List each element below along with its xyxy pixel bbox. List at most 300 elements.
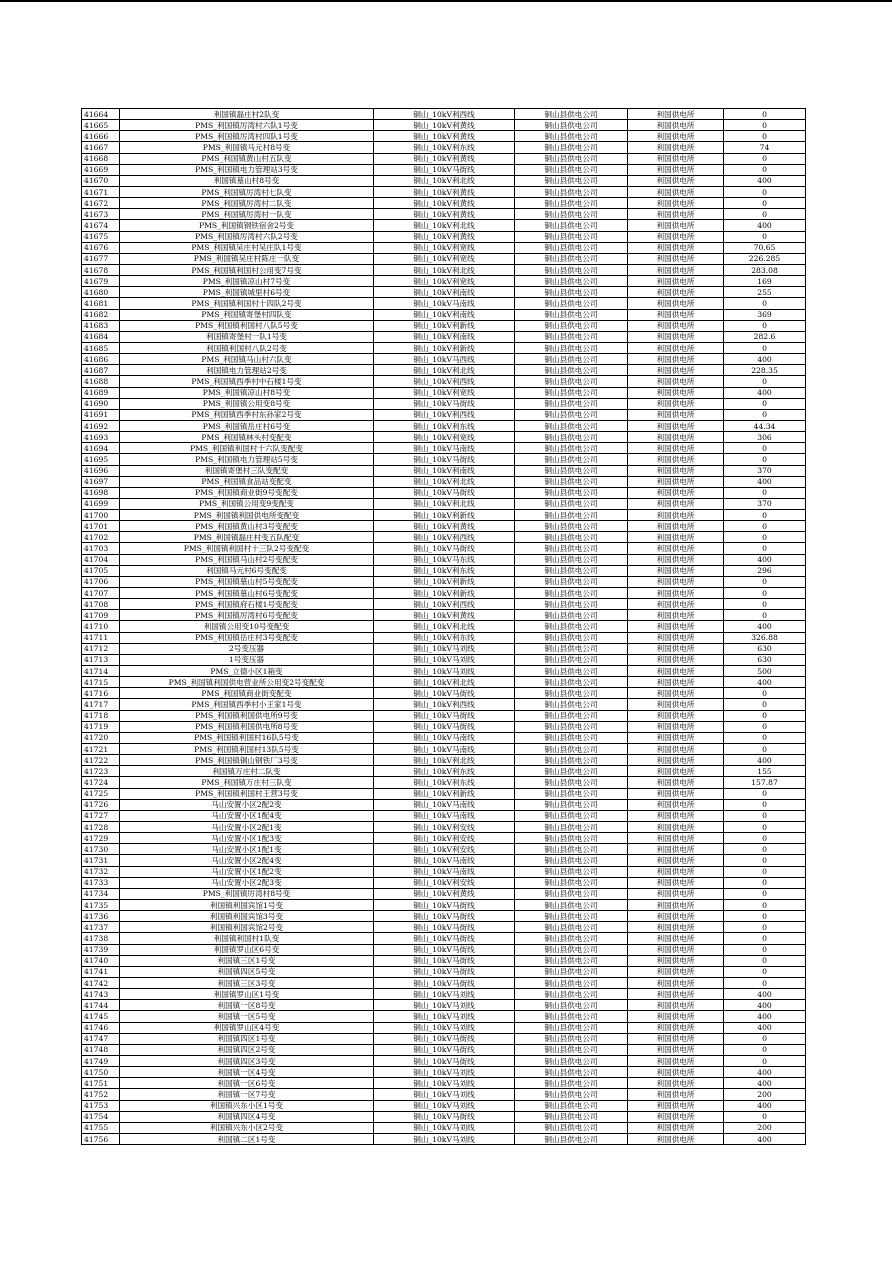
row-id-cell: 41739	[82, 944, 120, 955]
capacity-value-cell: 400	[724, 175, 806, 186]
company-cell: 铜山县供电公司	[515, 1122, 628, 1133]
row-id-cell: 41726	[82, 799, 120, 810]
feeder-line-cell: 铜山_10kV利南线	[374, 331, 515, 342]
station-cell: 利国供电所	[628, 1022, 724, 1033]
transformer-name-cell: 利国镇罗山区6号变	[120, 944, 374, 955]
table-row	[82, 710, 806, 721]
capacity-value-cell: 0	[724, 833, 806, 844]
table-row	[82, 309, 806, 320]
table-row	[82, 465, 806, 476]
table-row	[82, 1055, 806, 1066]
table-row	[82, 354, 806, 365]
table-row	[82, 454, 806, 465]
feeder-line-cell: 铜山_10kV利安线	[374, 833, 515, 844]
feeder-line-cell: 铜山_10kV利黄线	[374, 186, 515, 197]
company-cell: 铜山县供电公司	[515, 120, 628, 131]
row-id-cell: 41735	[82, 899, 120, 910]
company-cell: 铜山县供电公司	[515, 454, 628, 465]
row-id-cell: 41667	[82, 142, 120, 153]
company-cell: 铜山县供电公司	[515, 744, 628, 755]
transformer-name-cell: 利国镇一区7号变	[120, 1089, 374, 1100]
capacity-value-cell: 0	[724, 855, 806, 866]
table-row	[82, 1067, 806, 1078]
capacity-value-cell: 400	[724, 1100, 806, 1111]
transformer-name-cell: PMS_利国镇马山村2号变配变	[120, 554, 374, 565]
feeder-line-cell: 铜山_10kV马街线	[374, 454, 515, 465]
feeder-line-cell: 铜山_10kV马南线	[374, 855, 515, 866]
row-id-cell: 41745	[82, 1011, 120, 1022]
station-cell: 利国供电所	[628, 855, 724, 866]
company-cell: 铜山县供电公司	[515, 710, 628, 721]
feeder-line-cell: 铜山_10kV利黄线	[374, 209, 515, 220]
transformer-name-cell: PMS_利国镇商业街变配变	[120, 688, 374, 699]
station-cell: 利国供电所	[628, 510, 724, 521]
transformer-name-cell: 利国镇电力管理站2号变	[120, 365, 374, 376]
transformer-name-cell: PMS_立德小区1箱变	[120, 666, 374, 677]
table-row	[82, 933, 806, 944]
company-cell: 铜山县供电公司	[515, 588, 628, 599]
table-row	[82, 443, 806, 454]
feeder-line-cell: 铜山_10kV利新线	[374, 510, 515, 521]
capacity-value-cell: 0	[724, 899, 806, 910]
transformer-name-cell: PMS_利国镇马元村8号变	[120, 142, 374, 153]
row-id-cell: 41712	[82, 643, 120, 654]
transformer-name-cell: 利国镇寄堡村一队1号变	[120, 331, 374, 342]
capacity-value-cell: 0	[724, 744, 806, 755]
station-cell: 利国供电所	[628, 398, 724, 409]
table-row	[82, 810, 806, 821]
company-cell: 铜山县供电公司	[515, 420, 628, 431]
feeder-line-cell: 铜山_10kV马街线	[374, 977, 515, 988]
transformer-name-cell: 2号变压器	[120, 643, 374, 654]
feeder-line-cell: 铜山_10kV马刘线	[374, 1000, 515, 1011]
company-cell: 铜山县供电公司	[515, 855, 628, 866]
company-cell: 铜山县供电公司	[515, 654, 628, 665]
station-cell: 利国供电所	[628, 732, 724, 743]
table-row	[82, 1133, 806, 1144]
table-row	[82, 420, 806, 431]
capacity-value-cell: 0	[724, 131, 806, 142]
feeder-line-cell: 铜山_10kV利安线	[374, 844, 515, 855]
station-cell: 利国供电所	[628, 376, 724, 387]
transformer-name-cell: PMS_利国镇商业街9号变配变	[120, 487, 374, 498]
feeder-line-cell: 铜山_10kV马街线	[374, 933, 515, 944]
transformer-name-cell: 利国镇一区4号变	[120, 1067, 374, 1078]
row-id-cell: 41684	[82, 331, 120, 342]
feeder-line-cell: 铜山_10kV利西线	[374, 599, 515, 610]
station-cell: 利国供电所	[628, 822, 724, 833]
company-cell: 铜山县供电公司	[515, 264, 628, 275]
row-id-cell: 41700	[82, 510, 120, 521]
station-cell: 利国供电所	[628, 198, 724, 209]
company-cell: 铜山县供电公司	[515, 287, 628, 298]
table-row	[82, 398, 806, 409]
feeder-line-cell: 铜山_10kV马刘线	[374, 1011, 515, 1022]
feeder-line-cell: 铜山_10kV马西线	[374, 354, 515, 365]
transformer-name-cell: 马山安置小区1配2变	[120, 866, 374, 877]
row-id-cell: 41688	[82, 376, 120, 387]
station-cell: 利国供电所	[628, 888, 724, 899]
table-row	[82, 1011, 806, 1022]
station-cell: 利国供电所	[628, 521, 724, 532]
company-cell: 铜山县供电公司	[515, 242, 628, 253]
station-cell: 利国供电所	[628, 833, 724, 844]
company-cell: 铜山县供电公司	[515, 565, 628, 576]
feeder-line-cell: 铜山_10kV利宽线	[374, 276, 515, 287]
company-cell: 铜山县供电公司	[515, 1089, 628, 1100]
transformer-name-cell: PMS_利国镇西季村中石楼1号变	[120, 376, 374, 387]
row-id-cell: 41706	[82, 576, 120, 587]
capacity-value-cell: 400	[724, 1011, 806, 1022]
table-row	[82, 643, 806, 654]
row-id-cell: 41729	[82, 833, 120, 844]
company-cell: 铜山县供电公司	[515, 487, 628, 498]
transformer-name-cell: 马山安置小区1配1变	[120, 844, 374, 855]
transformer-name-cell: PMS_利国镇凉山村7号变	[120, 276, 374, 287]
table-row	[82, 989, 806, 1000]
company-cell: 铜山县供电公司	[515, 755, 628, 766]
table-row	[82, 1122, 806, 1133]
transformer-name-cell: PMS_利国镇利国村王营3号变	[120, 788, 374, 799]
company-cell: 铜山县供电公司	[515, 822, 628, 833]
table-row	[82, 164, 806, 175]
company-cell: 铜山县供电公司	[515, 331, 628, 342]
feeder-line-cell: 铜山_10kV利南线	[374, 465, 515, 476]
transformer-name-cell: 利国镇利国宾馆3号变	[120, 911, 374, 922]
station-cell: 利国供电所	[628, 1055, 724, 1066]
transformer-name-cell: PMS_利国镇利国供电所9号变	[120, 710, 374, 721]
table-row	[82, 186, 806, 197]
station-cell: 利国供电所	[628, 253, 724, 264]
feeder-line-cell: 铜山_10kV马街线	[374, 922, 515, 933]
feeder-line-cell: 铜山_10kV马街线	[374, 398, 515, 409]
station-cell: 利国供电所	[628, 877, 724, 888]
feeder-line-cell: 铜山_10kV利新线	[374, 588, 515, 599]
row-id-cell: 41709	[82, 610, 120, 621]
capacity-value-cell: 0	[724, 810, 806, 821]
capacity-value-cell: 0	[724, 209, 806, 220]
capacity-value-cell: 0	[724, 487, 806, 498]
station-cell: 利国供电所	[628, 911, 724, 922]
capacity-value-cell: 200	[724, 1122, 806, 1133]
company-cell: 铜山县供电公司	[515, 1011, 628, 1022]
station-cell: 利国供电所	[628, 1100, 724, 1111]
feeder-line-cell: 铜山_10kV马南线	[374, 866, 515, 877]
company-cell: 铜山县供电公司	[515, 599, 628, 610]
table-row	[82, 376, 806, 387]
row-id-cell: 41670	[82, 175, 120, 186]
station-cell: 利国供电所	[628, 654, 724, 665]
row-id-cell: 41754	[82, 1111, 120, 1122]
station-cell: 利国供电所	[628, 298, 724, 309]
station-cell: 利国供电所	[628, 532, 724, 543]
row-id-cell: 41740	[82, 955, 120, 966]
company-cell: 铜山县供电公司	[515, 944, 628, 955]
company-cell: 铜山县供电公司	[515, 977, 628, 988]
capacity-value-cell: 282.6	[724, 331, 806, 342]
row-id-cell: 41720	[82, 732, 120, 743]
transformer-name-cell: 利国镇一区6号变	[120, 1078, 374, 1089]
station-cell: 利国供电所	[628, 242, 724, 253]
capacity-value-cell: 0	[724, 588, 806, 599]
feeder-line-cell: 铜山_10kV马刘线	[374, 1078, 515, 1089]
capacity-value-cell: 0	[724, 732, 806, 743]
station-cell: 利国供电所	[628, 810, 724, 821]
feeder-line-cell: 铜山_10kV马街线	[374, 1044, 515, 1055]
row-id-cell: 41718	[82, 710, 120, 721]
row-id-cell: 41714	[82, 666, 120, 677]
capacity-value-cell: 400	[724, 1000, 806, 1011]
capacity-value-cell: 0	[724, 342, 806, 353]
company-cell: 铜山县供电公司	[515, 476, 628, 487]
table-row	[82, 153, 806, 164]
company-cell: 铜山县供电公司	[515, 532, 628, 543]
capacity-value-cell: 0	[724, 120, 806, 131]
row-id-cell: 41687	[82, 365, 120, 376]
capacity-value-cell: 0	[724, 1033, 806, 1044]
table-row	[82, 632, 806, 643]
feeder-line-cell: 铜山_10kV利安线	[374, 877, 515, 888]
capacity-value-cell: 500	[724, 666, 806, 677]
station-cell: 利国供电所	[628, 186, 724, 197]
capacity-value-cell: 400	[724, 1133, 806, 1144]
company-cell: 铜山县供电公司	[515, 443, 628, 454]
row-id-cell: 41717	[82, 699, 120, 710]
feeder-line-cell: 铜山_10kV马街线	[374, 1033, 515, 1044]
company-cell: 铜山县供电公司	[515, 877, 628, 888]
capacity-value-cell: 400	[724, 989, 806, 1000]
capacity-value-cell: 0	[724, 198, 806, 209]
company-cell: 铜山县供电公司	[515, 576, 628, 587]
row-id-cell: 41690	[82, 398, 120, 409]
row-id-cell: 41675	[82, 231, 120, 242]
table-row	[82, 387, 806, 398]
station-cell: 利国供电所	[628, 588, 724, 599]
table-row	[82, 677, 806, 688]
row-id-cell: 41703	[82, 543, 120, 554]
feeder-line-cell: 铜山_10kV马街线	[374, 710, 515, 721]
station-cell: 利国供电所	[628, 365, 724, 376]
capacity-value-cell: 0	[724, 543, 806, 554]
table-row	[82, 944, 806, 955]
feeder-line-cell: 铜山_10kV利黄线	[374, 610, 515, 621]
row-id-cell: 41749	[82, 1055, 120, 1066]
transformer-name-cell: PMS_利国镇食品站变配变	[120, 476, 374, 487]
transformer-name-cell: PMS_利国镇墓山村5号变配变	[120, 576, 374, 587]
capacity-value-cell: 0	[724, 409, 806, 420]
station-cell: 利国供电所	[628, 1000, 724, 1011]
row-id-cell: 41705	[82, 565, 120, 576]
transformer-name-cell: PMS_利国镇厉湾村6号变配变	[120, 610, 374, 621]
transformer-name-cell: PMS_利国镇吴庄村吴庄队1号变	[120, 242, 374, 253]
feeder-line-cell: 铜山_10kV马街线	[374, 1111, 515, 1122]
station-cell: 利国供电所	[628, 276, 724, 287]
station-cell: 利国供电所	[628, 164, 724, 175]
station-cell: 利国供电所	[628, 309, 724, 320]
station-cell: 利国供电所	[628, 866, 724, 877]
table-row	[82, 576, 806, 587]
row-id-cell: 41727	[82, 810, 120, 821]
station-cell: 利国供电所	[628, 1111, 724, 1122]
feeder-line-cell: 铜山_10kV利东线	[374, 777, 515, 788]
table-row	[82, 109, 806, 120]
company-cell: 铜山县供电公司	[515, 911, 628, 922]
row-id-cell: 41734	[82, 888, 120, 899]
company-cell: 铜山县供电公司	[515, 365, 628, 376]
transformer-name-cell: PMS_利国镇黄山村五队变	[120, 153, 374, 164]
row-id-cell: 41738	[82, 933, 120, 944]
capacity-value-cell: 0	[724, 1055, 806, 1066]
company-cell: 铜山县供电公司	[515, 833, 628, 844]
company-cell: 铜山县供电公司	[515, 164, 628, 175]
feeder-line-cell: 铜山_10kV利新线	[374, 788, 515, 799]
transformer-name-cell: 利国镇兴东小区2号变	[120, 1122, 374, 1133]
transformer-name-cell: 利国镇四区5号变	[120, 966, 374, 977]
feeder-line-cell: 铜山_10kV马刘线	[374, 1022, 515, 1033]
transformer-name-cell: PMS_利国镇电力管理站5号变	[120, 454, 374, 465]
capacity-value-cell: 400	[724, 554, 806, 565]
table-row	[82, 922, 806, 933]
company-cell: 铜山县供电公司	[515, 398, 628, 409]
transformer-name-cell: PMS_利国镇岳庄村3号变配变	[120, 632, 374, 643]
transformer-name-cell: 利国镇罗山区1号变	[120, 989, 374, 1000]
row-id-cell: 41697	[82, 476, 120, 487]
row-id-cell: 41722	[82, 755, 120, 766]
transformer-name-cell: PMS_利国镇厉湾村8号变	[120, 888, 374, 899]
row-id-cell: 41736	[82, 911, 120, 922]
capacity-value-cell: 0	[724, 153, 806, 164]
table-row	[82, 220, 806, 231]
transformer-name-cell: PMS_利国镇厉湾村二队变	[120, 198, 374, 209]
table-row	[82, 610, 806, 621]
company-cell: 铜山县供电公司	[515, 142, 628, 153]
station-cell: 利国供电所	[628, 1011, 724, 1022]
table-row	[82, 877, 806, 888]
capacity-value-cell: 400	[724, 677, 806, 688]
transformer-name-cell: 利国镇四区2号变	[120, 1044, 374, 1055]
feeder-line-cell: 铜山_10kV利北线	[374, 677, 515, 688]
row-id-cell: 41715	[82, 677, 120, 688]
station-cell: 利国供电所	[628, 1133, 724, 1144]
transformer-name-cell: 利国镇磊庄村2队变	[120, 109, 374, 120]
station-cell: 利国供电所	[628, 287, 724, 298]
capacity-value-cell: 400	[724, 1067, 806, 1078]
row-id-cell: 41711	[82, 632, 120, 643]
table-row	[82, 621, 806, 632]
transformer-name-cell: 利国镇寄堡村三队变配变	[120, 465, 374, 476]
station-cell: 利国供电所	[628, 755, 724, 766]
feeder-line-cell: 铜山_10kV马街线	[374, 487, 515, 498]
row-id-cell: 41719	[82, 721, 120, 732]
transformer-name-cell: PMS_利国镇凉山村8号变	[120, 387, 374, 398]
table-row	[82, 844, 806, 855]
transformer-name-cell: PMS_利国镇万庄村三队变	[120, 777, 374, 788]
company-cell: 铜山县供电公司	[515, 1000, 628, 1011]
company-cell: 铜山县供电公司	[515, 521, 628, 532]
table-row	[82, 175, 806, 186]
transformer-name-cell: 利国镇罗山区4号变	[120, 1022, 374, 1033]
capacity-value-cell: 0	[724, 298, 806, 309]
capacity-value-cell: 400	[724, 1078, 806, 1089]
capacity-value-cell: 0	[724, 721, 806, 732]
table-row	[82, 120, 806, 131]
row-id-cell: 41741	[82, 966, 120, 977]
station-cell: 利国供电所	[628, 387, 724, 398]
row-id-cell: 41755	[82, 1122, 120, 1133]
feeder-line-cell: 铜山_10kV利黄线	[374, 120, 515, 131]
row-id-cell: 41716	[82, 688, 120, 699]
capacity-value-cell: 283.08	[724, 264, 806, 275]
table-row	[82, 253, 806, 264]
row-id-cell: 41732	[82, 866, 120, 877]
transformer-name-cell: PMS_利国镇厉湾村六队1号变	[120, 120, 374, 131]
feeder-line-cell: 铜山_10kV利黄线	[374, 888, 515, 899]
company-cell: 铜山县供电公司	[515, 1133, 628, 1144]
feeder-line-cell: 铜山_10kV马刘线	[374, 1089, 515, 1100]
company-cell: 铜山县供电公司	[515, 866, 628, 877]
company-cell: 铜山县供电公司	[515, 320, 628, 331]
company-cell: 铜山县供电公司	[515, 543, 628, 554]
feeder-line-cell: 铜山_10kV利新线	[374, 576, 515, 587]
feeder-line-cell: 铜山_10kV马刘线	[374, 654, 515, 665]
table-row	[82, 654, 806, 665]
feeder-line-cell: 铜山_10kV利北线	[374, 498, 515, 509]
station-cell: 利国供电所	[628, 699, 724, 710]
feeder-line-cell: 铜山_10kV利宽线	[374, 242, 515, 253]
capacity-value-cell: 630	[724, 654, 806, 665]
station-cell: 利国供电所	[628, 899, 724, 910]
transformer-name-cell: PMS_利国镇厉湾村一队变	[120, 209, 374, 220]
capacity-value-cell: 400	[724, 354, 806, 365]
transformer-name-cell: PMS_利国镇利国村十四队2号变	[120, 298, 374, 309]
station-cell: 利国供电所	[628, 409, 724, 420]
capacity-value-cell: 74	[724, 142, 806, 153]
transformer-name-cell: PMS_利国镇黄山村3号变配变	[120, 521, 374, 532]
row-id-cell: 41664	[82, 109, 120, 120]
transformer-name-cell: 利国镇四区3号变	[120, 1055, 374, 1066]
table-row	[82, 1033, 806, 1044]
company-cell: 铜山县供电公司	[515, 966, 628, 977]
station-cell: 利国供电所	[628, 799, 724, 810]
row-id-cell: 41756	[82, 1133, 120, 1144]
capacity-value-cell: 44.34	[724, 420, 806, 431]
feeder-line-cell: 铜山_10kV利宽线	[374, 387, 515, 398]
station-cell: 利国供电所	[628, 721, 724, 732]
capacity-value-cell: 400	[724, 476, 806, 487]
company-cell: 铜山县供电公司	[515, 209, 628, 220]
feeder-line-cell: 铜山_10kV马街线	[374, 1055, 515, 1066]
table-row	[82, 1089, 806, 1100]
feeder-line-cell: 铜山_10kV马街线	[374, 944, 515, 955]
table-row	[82, 855, 806, 866]
capacity-value-cell: 400	[724, 621, 806, 632]
feeder-line-cell: 铜山_10kV利黄线	[374, 153, 515, 164]
feeder-line-cell: 铜山_10kV马街线	[374, 543, 515, 554]
station-cell: 利国供电所	[628, 264, 724, 275]
station-cell: 利国供电所	[628, 1033, 724, 1044]
capacity-value-cell: 0	[724, 454, 806, 465]
row-id-cell: 41702	[82, 532, 120, 543]
row-id-cell: 41668	[82, 153, 120, 164]
feeder-line-cell: 铜山_10kV马街线	[374, 164, 515, 175]
feeder-line-cell: 铜山_10kV马街线	[374, 721, 515, 732]
feeder-line-cell: 铜山_10kV利黄线	[374, 131, 515, 142]
capacity-value-cell: 0	[724, 231, 806, 242]
feeder-line-cell: 铜山_10kV利西线	[374, 532, 515, 543]
transformer-name-cell: 利国镇兴东小区1号变	[120, 1100, 374, 1111]
capacity-value-cell: 255	[724, 287, 806, 298]
station-cell: 利国供电所	[628, 331, 724, 342]
